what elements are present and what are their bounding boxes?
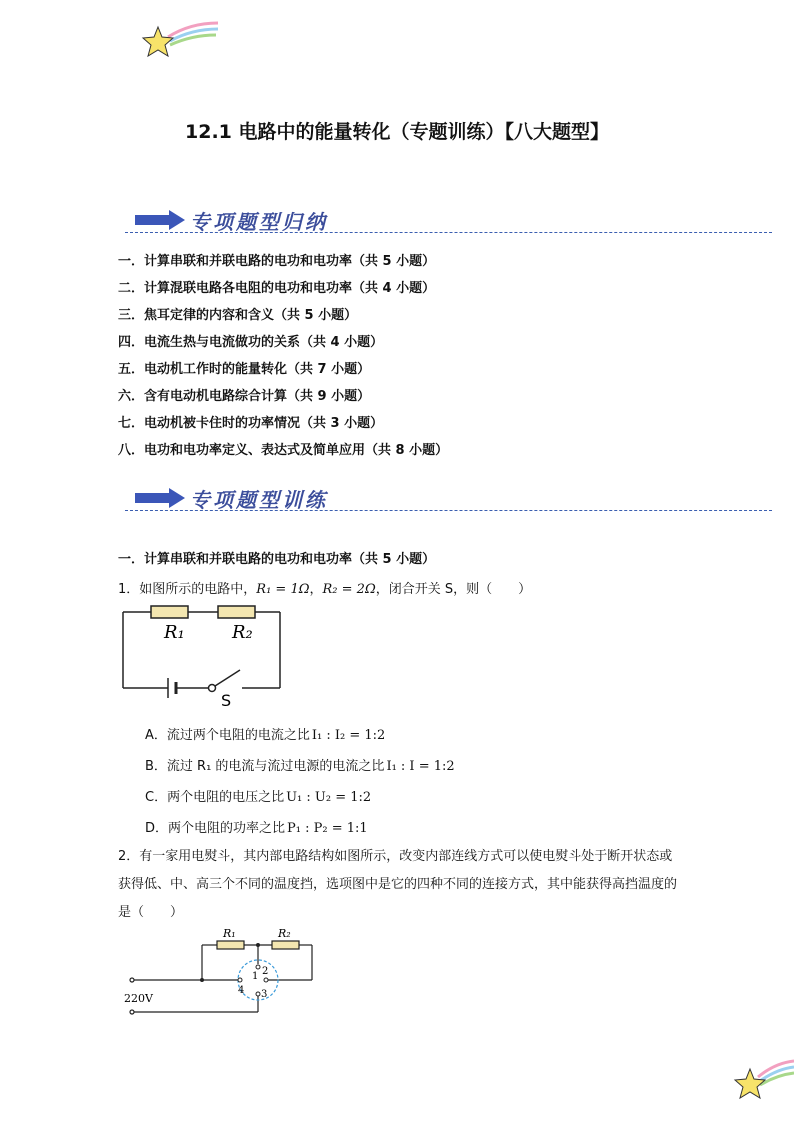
label-voltage: 220V [124, 992, 153, 1005]
toc-item: 七．电动机被卡住时的功率情况（共 3 小题） [118, 416, 384, 431]
circuit-diagram-2 [120, 922, 320, 1022]
toc-list [118, 248, 448, 464]
option-math: I₁ : I₂ = 1:2 [311, 728, 386, 743]
label-switch: S [221, 691, 232, 710]
section-banner-training [120, 478, 772, 518]
section-banner-summary [120, 200, 772, 240]
option-d[interactable] [145, 817, 368, 836]
toc-item: 四．电流生热与电流做功的关系（共 4 小题） [118, 335, 384, 350]
banner-label: 专项题型归纳 [190, 210, 328, 234]
option-math: U₁ : U₂ = 1:2 [286, 790, 372, 805]
terminal-1: 1 [252, 971, 259, 982]
shooting-star-icon [140, 15, 220, 60]
label-r1: R₁ [164, 622, 185, 643]
label-r1: R₁ [223, 927, 236, 940]
math-r2: R₂ = 2Ω [322, 582, 376, 597]
page-title: 12.1 电路中的能量转化（专题训练）【八大题型】 [185, 121, 609, 143]
option-c[interactable] [145, 786, 371, 805]
option-text: C．两个电阻的电压之比 [145, 790, 285, 805]
shooting-star-icon [730, 1055, 794, 1100]
terminal-2: 2 [262, 966, 269, 977]
question-1 [118, 578, 531, 597]
banner-label: 专项题型训练 [190, 488, 328, 512]
toc-item: 二．计算混联电路各电阻的电功和电功率（共 4 小题） [118, 281, 436, 296]
question-text: 1．如图所示的电路中， [118, 582, 257, 597]
option-b[interactable] [145, 755, 455, 774]
option-text: B．流过 R₁ 的电流与流过电源的电流之比 [145, 759, 385, 774]
toc-item: 三．焦耳定律的内容和含义（共 5 小题） [118, 308, 358, 323]
option-text: A．流过两个电阻的电流之比 [145, 728, 310, 743]
section-heading: 一．计算串联和并联电路的电功和电功率（共 5 小题） [118, 552, 436, 567]
circuit-diagram-1 [118, 600, 288, 710]
toc-item: 一．计算串联和并联电路的电功和电功率（共 5 小题） [118, 254, 436, 269]
label-r2: R₂ [232, 622, 253, 643]
option-text: D．两个电阻的功率之比 [145, 821, 286, 836]
terminal-4: 4 [238, 985, 245, 996]
label-r2: R₂ [278, 927, 291, 940]
question-2: 2．有一家用电熨斗，其内部电路结构如图所示，改变内部连线方式可以使电熨斗处于断开状态或获得低、中、高三个不同的温度挡，选项图中是它的四种不同的连接方式，其中能获得高挡温度的是（ ） [118, 849, 678, 920]
math-r1: R₁ = 1Ω [256, 582, 310, 597]
toc-item: 八．电功和电功率定义、表达式及简单应用（共 8 小题） [118, 443, 449, 458]
option-math: I₁ : I = 1:2 [386, 759, 455, 774]
terminal-3: 3 [261, 989, 268, 1000]
option-a[interactable] [145, 724, 385, 743]
arrow-right-icon [135, 210, 185, 230]
question-text: ，闭合开关 S，则（ ） [375, 582, 532, 597]
toc-item: 五．电动机工作时的能量转化（共 7 小题） [118, 362, 371, 377]
question-text: ， [309, 582, 323, 597]
option-math: P₁ : P₂ = 1:1 [287, 821, 368, 836]
toc-item: 六．含有电动机电路综合计算（共 9 小题） [118, 389, 371, 404]
arrow-right-icon [135, 488, 185, 508]
